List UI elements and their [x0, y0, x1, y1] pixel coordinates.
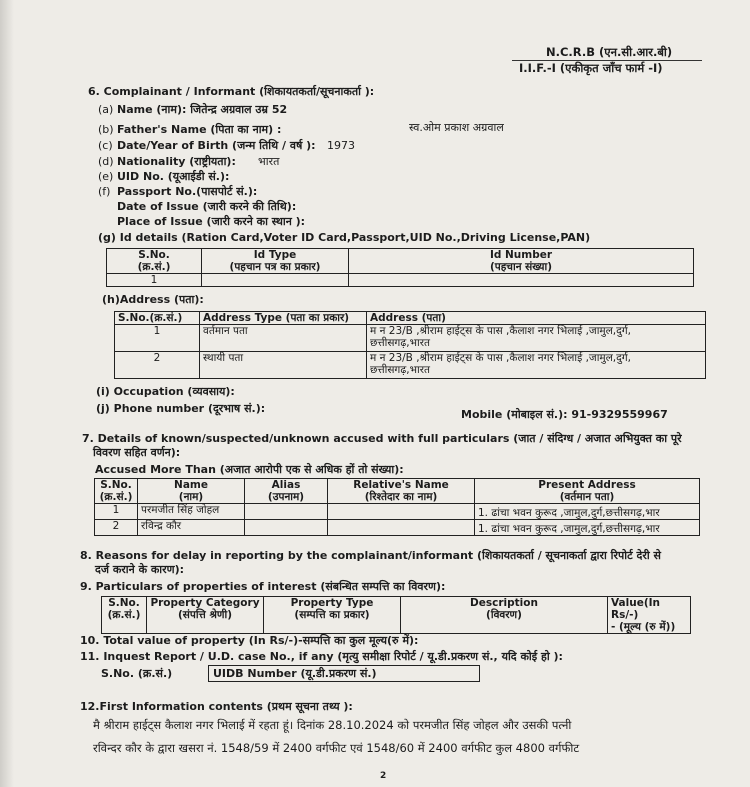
header-rule: [512, 60, 702, 61]
dob-label: Date/Year of Birth (जन्म तिथि / वर्ष ):: [117, 139, 316, 152]
table-cell: स्थायी पता: [200, 352, 367, 379]
col-header: Present Address: [538, 479, 636, 491]
item-label-c: (c): [98, 139, 113, 152]
fir-content-line-1: मै श्रीराम हाईट्स कैलाश नगर भिलाई में रहता हूं। दिनांक 28.10.2024 को परमजीत सिंह जोहल और उसकी पत्नी: [93, 718, 572, 732]
id-details-label: (g) Id details (Ration Card,Voter ID Card,Passport,UID No.,Driving License,PAN): [98, 231, 591, 244]
table-cell: 1: [115, 325, 200, 352]
table-cell: परमजीत सिंह जोहल: [138, 504, 245, 520]
fir-content-line-2: रविन्दर कौर के द्वारा खसरा नं. 1548/59 में 2400 वर्गफीट एवं 1548/60 में 2400 वर्गफीट कुल 4800 वर्गफीट: [93, 741, 580, 755]
col-header: S.No.(क्र.सं.): [115, 312, 200, 325]
col-header: (क्र.सं.): [99, 491, 133, 503]
page-edge-shadow: [0, 0, 14, 787]
occupation-label: (i) Occupation (व्यवसाय):: [96, 385, 235, 398]
table-header-row: [102, 597, 691, 634]
address-table: [114, 311, 706, 379]
father-name-label: Father's Name (पिता का नाम) :: [117, 123, 282, 136]
property-table: [101, 596, 691, 634]
table-cell: 1. ढांचा भवन कुरूद ,जामुल,दुर्ग,छत्तीसगढ़,भार: [475, 504, 700, 520]
item-label-e: (e): [98, 170, 114, 183]
col-header: (पहचान संख्या): [489, 261, 553, 273]
table-row: [115, 352, 706, 379]
inquest-uidb: UIDB Number (यू.डी.प्रकरण सं.): [213, 667, 377, 680]
dob-value: 1973: [327, 139, 355, 152]
item-label-b: (b): [98, 123, 114, 136]
complainant-heading: 6. Complainant / Informant (शिकायतकर्ता/सूचनाकर्ता ):: [88, 85, 375, 98]
property-heading: 9. Particulars of properties of interest (संबन्धित सम्पत्ति का विवरण):: [80, 580, 446, 593]
col-header: (उपनाम): [267, 491, 305, 503]
col-header: - (मूल्य (रु में)): [611, 621, 676, 633]
total-value-label: 10. Total value of property (In Rs/-)-सम्पत्ति का कुल मूल्य(रु में):: [80, 634, 419, 647]
passport-issue-date-label: Date of Issue (जारी करने की तिथि):: [117, 200, 297, 213]
col-header: Alias: [271, 479, 301, 491]
col-header: Name: [174, 479, 208, 491]
table-cell: 1: [107, 274, 202, 287]
table-cell: रविन्द्र कौर: [138, 520, 245, 536]
table-cell: छत्तीसगढ़,भारत: [370, 337, 430, 349]
inquest-heading: 11. Inquest Report / U.D. case No., if any (मृत्यु समीक्षा रिपोर्ट / यू.डी.प्रकरण सं., यदि कोई हो ):: [80, 650, 563, 663]
item-label-a: (a): [98, 103, 114, 116]
col-header: Id Number: [489, 249, 553, 261]
col-header: Property Category: [150, 597, 260, 609]
col-header: S.No.: [100, 479, 132, 491]
table-cell: म न 23/B ,श्रीराम हाईट्स के पास ,कैलाश नगर भिलाई ,जामुल,दुर्ग,: [370, 352, 631, 364]
id-details-table: [106, 248, 694, 287]
table-row: [95, 504, 700, 520]
col-header: Property Type: [290, 597, 374, 609]
table-cell: वर्तमान पता: [200, 325, 367, 352]
inquest-sno: S.No. (क्र.सं.): [101, 667, 173, 680]
uid-label: UID No. (यूआईडी सं.):: [117, 170, 230, 183]
table-cell: म न 23/B ,श्रीराम हाईट्स के पास ,कैलाश नगर भिलाई ,जामुल,दुर्ग,: [370, 325, 631, 337]
col-header: Id Type: [253, 249, 297, 261]
table-cell: 1: [95, 504, 138, 520]
father-name-value: स्व.ओम प्रकाश अग्रवाल: [409, 121, 504, 134]
col-header: (सम्पत्ति का प्रकार): [294, 609, 370, 621]
accused-more-than: Accused More Than (अजात आरोपी एक से अधिक हों तो संख्या):: [95, 463, 404, 476]
page-number: 2: [380, 771, 387, 781]
accused-heading: 7. Details of known/suspected/unknown accused with full particulars (जात / संदिग्ध / अजात अभियुक्त का पूरे: [82, 432, 682, 445]
delay-heading: 8. Reasons for delay in reporting by the complainant/informant (शिकायतकर्ता / सूचनाकर्ता द्वारा रिपोर्ट देरी से: [80, 549, 661, 562]
col-header: (पहचान पत्र का प्रकार): [229, 261, 321, 273]
table-header-row: [95, 479, 700, 504]
complainant-name: Name (नाम): जितेन्द्र अग्रवाल उम्र 52: [117, 103, 288, 116]
item-label-d: (d): [98, 155, 114, 168]
col-header: (रिश्तेदार का नाम): [364, 491, 438, 503]
col-header: Description: [470, 597, 538, 609]
table-cell: छत्तीसगढ़,भारत: [370, 364, 430, 376]
phone-label: (j) Phone number (दूरभाष सं.):: [96, 402, 266, 415]
col-header: (क्र.सं.): [107, 609, 141, 621]
table-row: [107, 274, 694, 287]
table-cell: 2: [95, 520, 138, 536]
form-title: I.I.F.-I (एकीकृत जाँच फार्म -I): [519, 61, 663, 75]
col-header: Relative's Name: [353, 479, 449, 491]
mobile-number: Mobile (मोबाइल सं.): 91-9329559967: [461, 408, 668, 421]
table-cell: 2: [115, 352, 200, 379]
delay-heading-2: दर्ज कराने के कारण):: [95, 563, 185, 576]
passport-issue-place-label: Place of Issue (जारी करने का स्थान ):: [117, 215, 306, 228]
col-header: (वर्तमान पता): [559, 491, 615, 503]
col-header: Address (पता): [367, 312, 706, 325]
table-header-row: [115, 312, 706, 325]
accused-table: [94, 478, 700, 536]
col-header: (विवरण): [486, 609, 522, 621]
nationality-value: भारत: [258, 155, 280, 168]
fir-heading: 12.First Information contents (प्रथम सूचना तथ्य ):: [80, 700, 353, 713]
table-header-row: [107, 249, 694, 274]
table-row: [115, 325, 706, 352]
table-cell: 1. ढांचा भवन कुरूद ,जामुल,दुर्ग,छत्तीसगढ़,भार: [475, 520, 700, 536]
col-header: (नाम): [178, 491, 204, 503]
nationality-label: Nationality (राष्ट्रीयता):: [117, 155, 236, 168]
accused-heading-2: विवरण सहित वर्णन):: [93, 446, 181, 459]
col-header: S.No.: [108, 597, 140, 609]
item-label-f: (f): [98, 185, 111, 198]
address-label: (h)Address (पता):: [102, 293, 204, 306]
col-header: S.No.: [138, 249, 170, 261]
table-row: [95, 520, 700, 536]
col-header: (क्र.सं.): [137, 261, 171, 273]
col-header: Address Type (पता का प्रकार): [200, 312, 367, 325]
ncrb-header: N.C.R.B (एन.सी.आर.बी): [546, 45, 673, 59]
passport-label: Passport No.(पासपोर्ट सं.):: [117, 185, 258, 198]
col-header: Value(In Rs/-): [611, 597, 661, 621]
col-header: (संपत्ति श्रेणी): [177, 609, 233, 621]
